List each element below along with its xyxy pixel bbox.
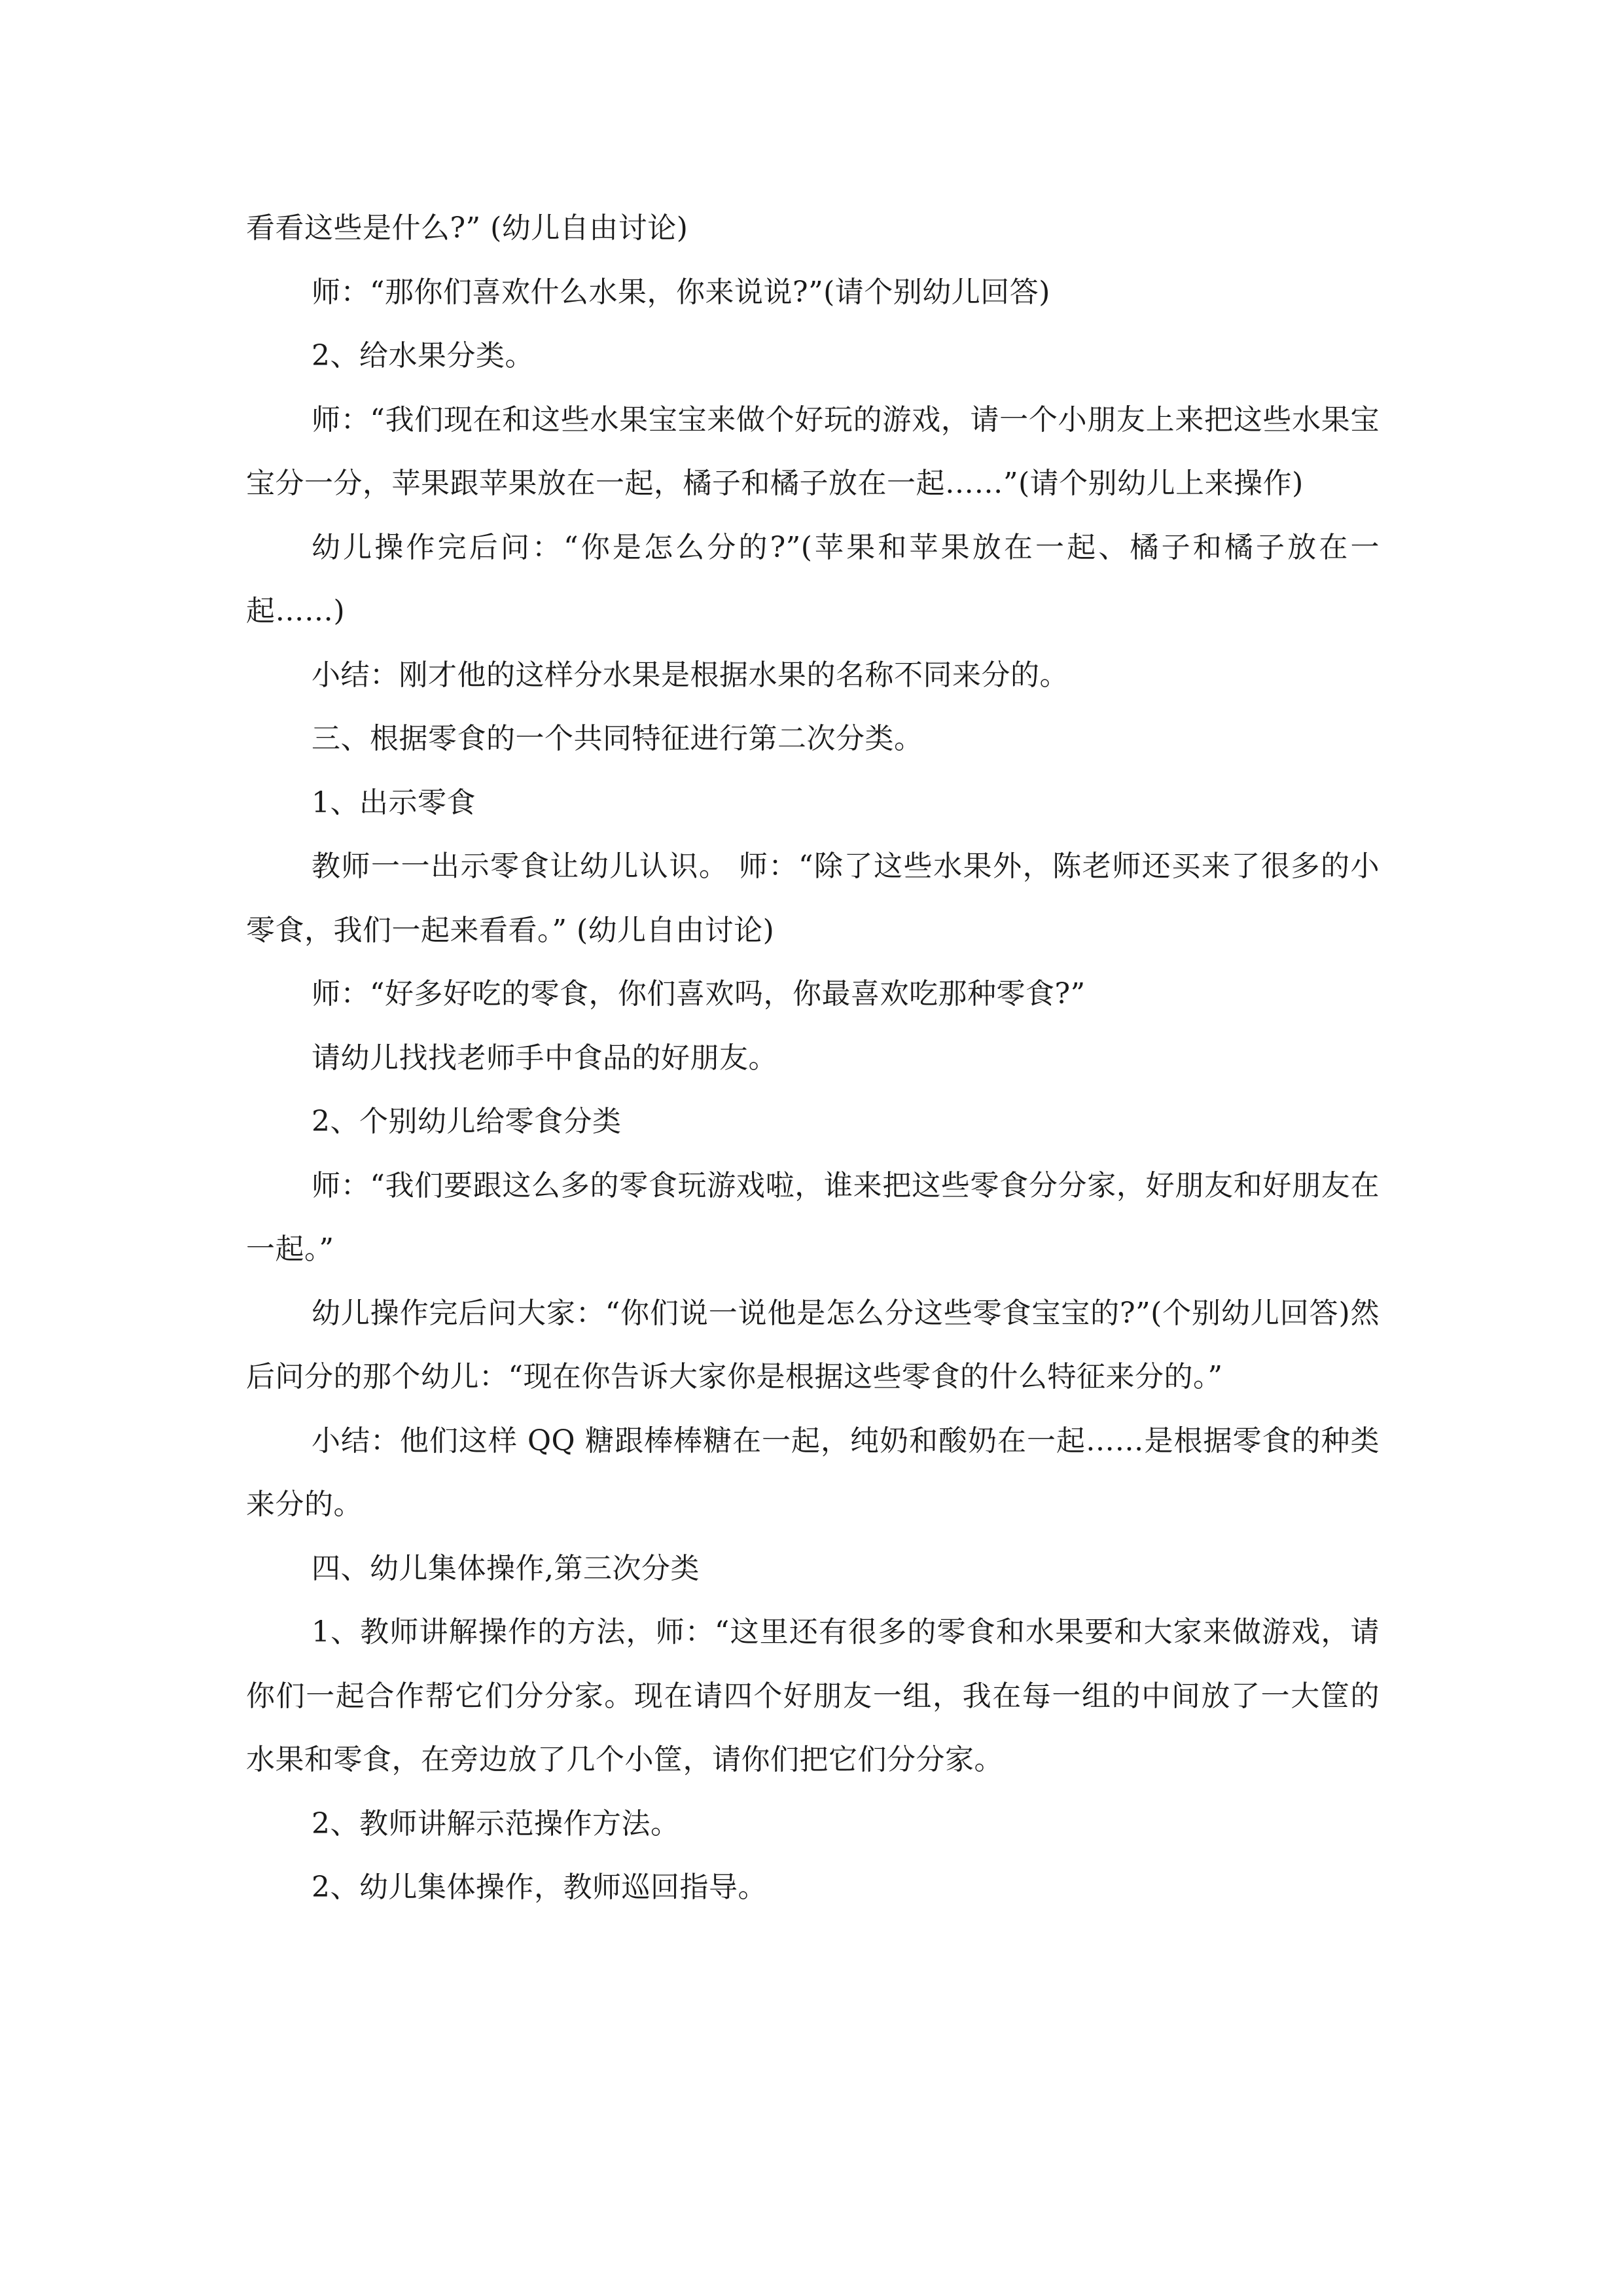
paragraph: 小结：刚才他的这样分水果是根据水果的名称不同来分的。 [312, 658, 1069, 692]
paragraph: 1、教师讲解操作的方法，师：“这里还有很多的零食和水果要和大家来做游戏，请你们一起合作帮它们分分家。现在请四个好朋友一组，我在每一组的中间放了一大筐的水果和零食，在旁边放了几个小筐，请你们把它们分分家。 [246, 1615, 1380, 1776]
paragraph: 师：“好多好吃的零食，你们喜欢吗，你最喜欢吃那种零食?” [312, 977, 1086, 1011]
paragraph: 师：“我们要跟这么多的零食玩游戏啦，谁来把这些零食分分家，好朋友和好朋友在一起。” [246, 1168, 1380, 1266]
paragraph: 师：“那你们喜欢什么水果，你来说说?”(请个别幼儿回答) [312, 275, 1050, 309]
section-heading: 2、个别幼儿给零食分类 [312, 1105, 622, 1138]
section-heading: 三、根据零食的一个共同特征进行第二次分类。 [312, 722, 923, 755]
paragraph: 2、教师讲解示范操作方法。 [312, 1806, 680, 1840]
paragraph: 2、幼儿集体操作，教师巡回指导。 [312, 1871, 767, 1904]
paragraph: 教师一一出示零食让幼儿认识。 师：“除了这些水果外，陈老师还买来了很多的小零食，我们一起来看看。” (幼儿自由讨论) [246, 850, 1380, 947]
paragraph: 看看这些是什么?” (幼儿自由讨论) [246, 211, 688, 245]
paragraph: 小结：他们这样 QQ 糖跟棒棒糖在一起，纯奶和酸奶在一起……是根据零食的种类来分的。 [246, 1424, 1380, 1521]
section-heading: 2、给水果分类。 [312, 339, 534, 372]
document-body [246, 196, 1380, 1920]
paragraph: 幼儿操作完后问：“你是怎么分的?”(苹果和苹果放在一起、橘子和橘子放在一起……) [246, 530, 1380, 628]
paragraph: 师：“我们现在和这些水果宝宝来做个好玩的游戏，请一个小朋友上来把这些水果宝宝分一分，苹果跟苹果放在一起，橘子和橘子放在一起……”(请个别幼儿上来操作) [246, 403, 1380, 500]
section-heading: 1、出示零食 [312, 785, 476, 819]
paragraph: 幼儿操作完后问大家：“你们说一说他是怎么分这些零食宝宝的?”(个别幼儿回答)然后问分的那个幼儿：“现在你告诉大家你是根据这些零食的什么特征来分的。” [246, 1296, 1380, 1393]
paragraph: 请幼儿找找老师手中食品的好朋友。 [312, 1041, 777, 1075]
section-heading: 四、幼儿集体操作,第三次分类 [312, 1551, 700, 1585]
